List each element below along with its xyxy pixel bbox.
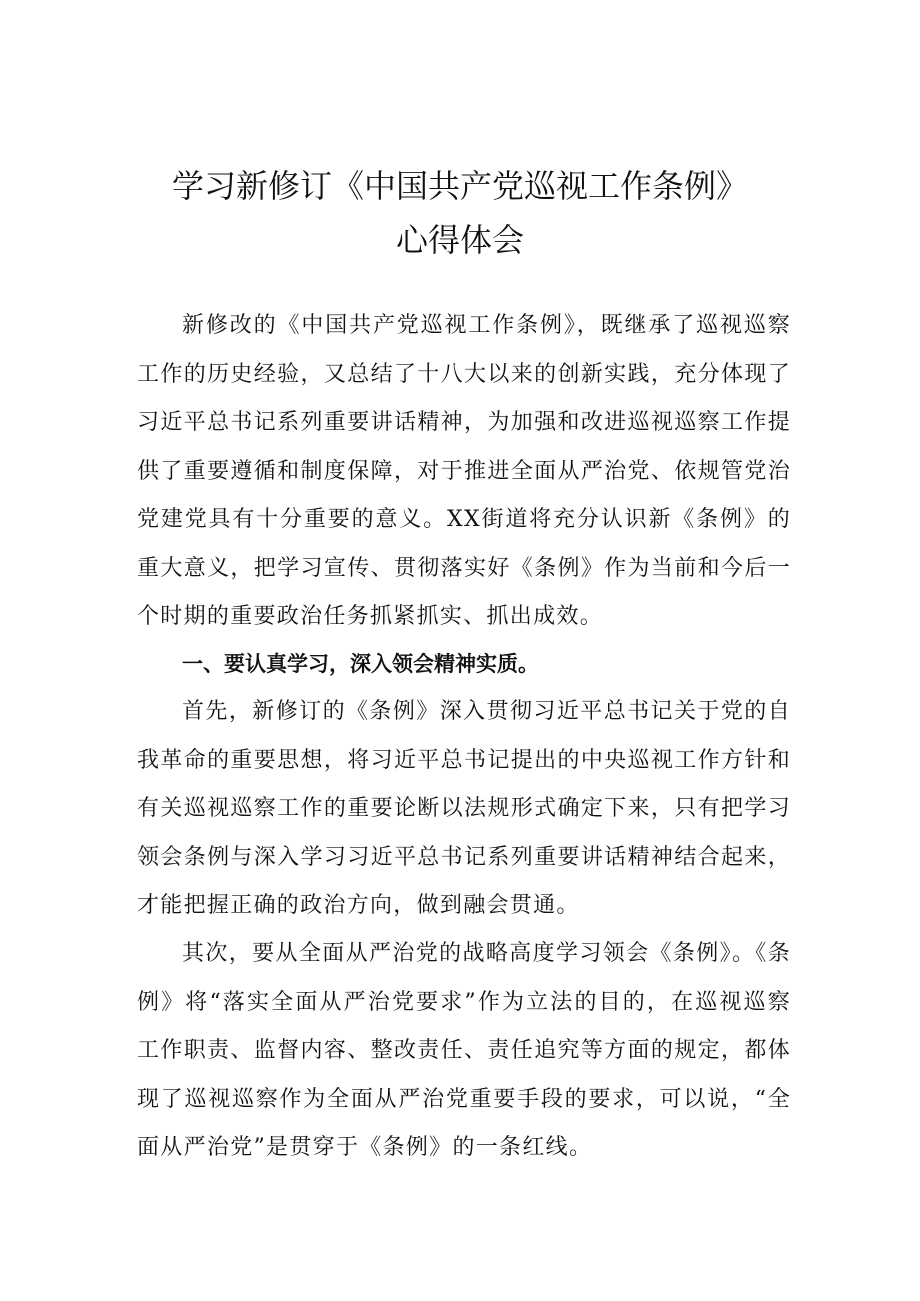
section-heading-1: 一、要认真学习，深入领会精神实质。: [182, 652, 539, 676]
document-title-line-2: 心得体会: [395, 221, 524, 259]
paragraph-intro: 新修改的《中国共产党巡视工作条例》，既继承了巡视巡察工作的历史经验，又总结了十八大以来的创新实践，充分体现了习近平总书记系列重要讲话精神，为加强和改进巡视巡察工作提供了重要遵循和制度保障，对于推进全面从严治党、依规管党治党建党具有十分重要的意义。XX街道将充分认识新《条例》的重大意义，把学习宣传、贯彻落实好《条例》作为当前和今后一个时期的重要政治任务抓紧抓实、抓出成效。: [137, 313, 791, 629]
document-title-line-1: 学习新修订《中国共产党巡视工作条例》: [171, 167, 748, 205]
paragraph-second: 其次，要从全面从严治党的战略高度学习领会《条例》。《条例》将“落实全面从严治党要求”作为立法的目的，在巡视巡察工作职责、监督内容、整改责任、责任追究等方面的规定，都体现了巡视巡察作为全面从严治党重要手段的要求，可以说，“全面从严治党”是贯穿于《条例》的一条红线。: [137, 941, 791, 1160]
paragraph-first: 首先，新修订的《条例》深入贯彻习近平总书记关于党的自我革命的重要思想，将习近平总书记提出的中央巡视工作方针和有关巡视巡察工作的重要论断以法规形式确定下来，只有把学习领会条例与深入学习习近平总书记系列重要讲话精神结合起来，才能把握正确的政治方向，做到融会贯通。: [137, 699, 791, 918]
